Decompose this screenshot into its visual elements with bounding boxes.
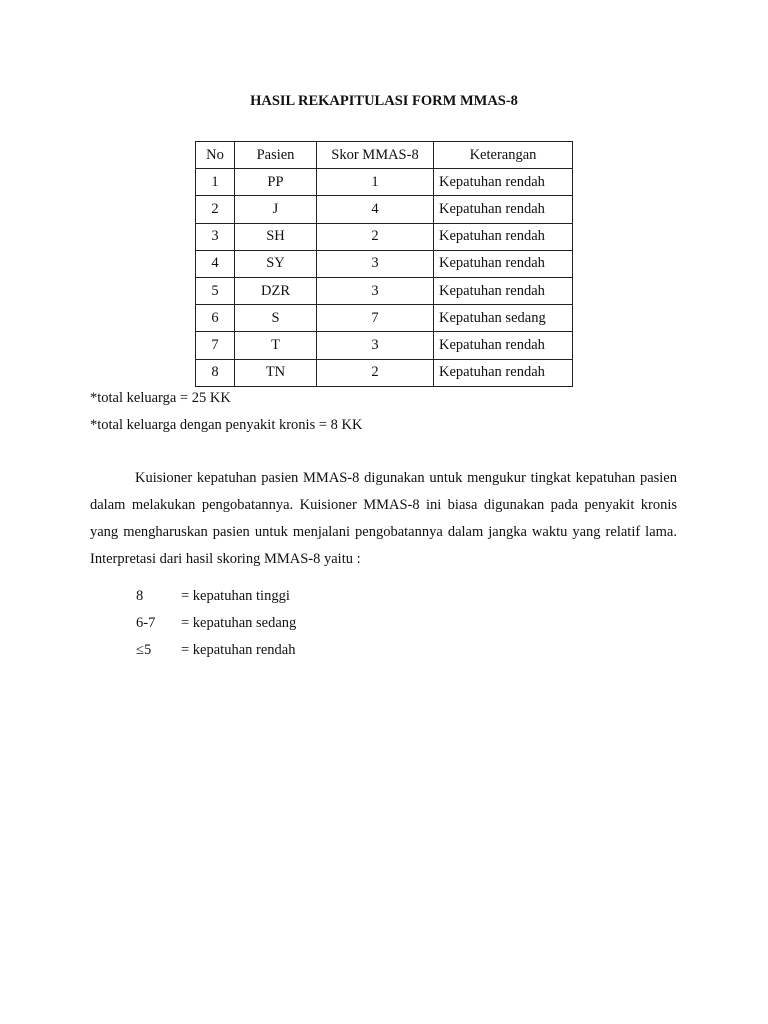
cell-no: 3 [196,223,235,250]
table-row [196,359,573,386]
cell-no: 2 [196,196,235,223]
interpretation-label: = kepatuhan tinggi [181,588,290,604]
cell-keterangan: Kepatuhan rendah [434,277,573,304]
cell-no: 4 [196,250,235,277]
cell-no: 5 [196,277,235,304]
cell-skor: 3 [317,250,434,277]
cell-skor: 1 [317,169,434,196]
table-row [196,332,573,359]
cell-no: 7 [196,332,235,359]
interpretation-score: 6-7 [136,615,156,631]
cell-no: 1 [196,169,235,196]
cell-keterangan: Kepatuhan rendah [434,250,573,277]
table-row [196,196,573,223]
recap-table [195,141,573,387]
cell-pasien: SY [235,250,317,277]
interpretation-label: = kepatuhan rendah [181,642,296,658]
cell-keterangan: Kepatuhan rendah [434,196,573,223]
interpretation-score: 8 [136,588,144,604]
cell-skor: 2 [317,223,434,250]
table-header-row [196,142,573,169]
cell-pasien: PP [235,169,317,196]
cell-skor: 2 [317,359,434,386]
header-no: No [196,142,235,169]
cell-skor: 4 [317,196,434,223]
document-title: HASIL REKAPITULASI FORM MMAS-8 [250,93,518,109]
note-keluarga-kronis: *total keluarga dengan penyakit kronis = 8 KK [90,417,363,433]
note-total-keluarga: *total keluarga = 25 KK [90,390,231,406]
cell-pasien: J [235,196,317,223]
interpretation-label: = kepatuhan sedang [181,615,297,631]
cell-pasien: T [235,332,317,359]
cell-keterangan: Kepatuhan rendah [434,332,573,359]
table-row [196,250,573,277]
cell-pasien: SH [235,223,317,250]
cell-pasien: TN [235,359,317,386]
cell-pasien: S [235,305,317,332]
body-paragraph: Kuisioner kepatuhan pasien MMAS-8 digunakan untuk mengukur tingkat kepatuhan pasien dalam melakukan pengobatannya. Kuisioner MMAS-8 ini biasa digunakan pada penyakit kronis yang mengharuskan pasien untuk menjalani pengobatannya dalam jangka waktu yang relatif lama. Interpretasi dari hasil skoring MMAS-8 yaitu : [90,470,677,567]
cell-pasien: DZR [235,277,317,304]
header-keterangan: Keterangan [434,142,573,169]
cell-keterangan: Kepatuhan rendah [434,169,573,196]
cell-no: 8 [196,359,235,386]
cell-keterangan: Kepatuhan sedang [434,305,573,332]
cell-skor: 3 [317,277,434,304]
table-row [196,305,573,332]
cell-skor: 3 [317,332,434,359]
header-skor: Skor MMAS-8 [317,142,434,169]
interpretation-score: ≤5 [136,642,152,658]
header-pasien: Pasien [235,142,317,169]
cell-skor: 7 [317,305,434,332]
cell-keterangan: Kepatuhan rendah [434,223,573,250]
cell-no: 6 [196,305,235,332]
cell-keterangan: Kepatuhan rendah [434,359,573,386]
table-row [196,277,573,304]
table-row [196,223,573,250]
table-row [196,169,573,196]
